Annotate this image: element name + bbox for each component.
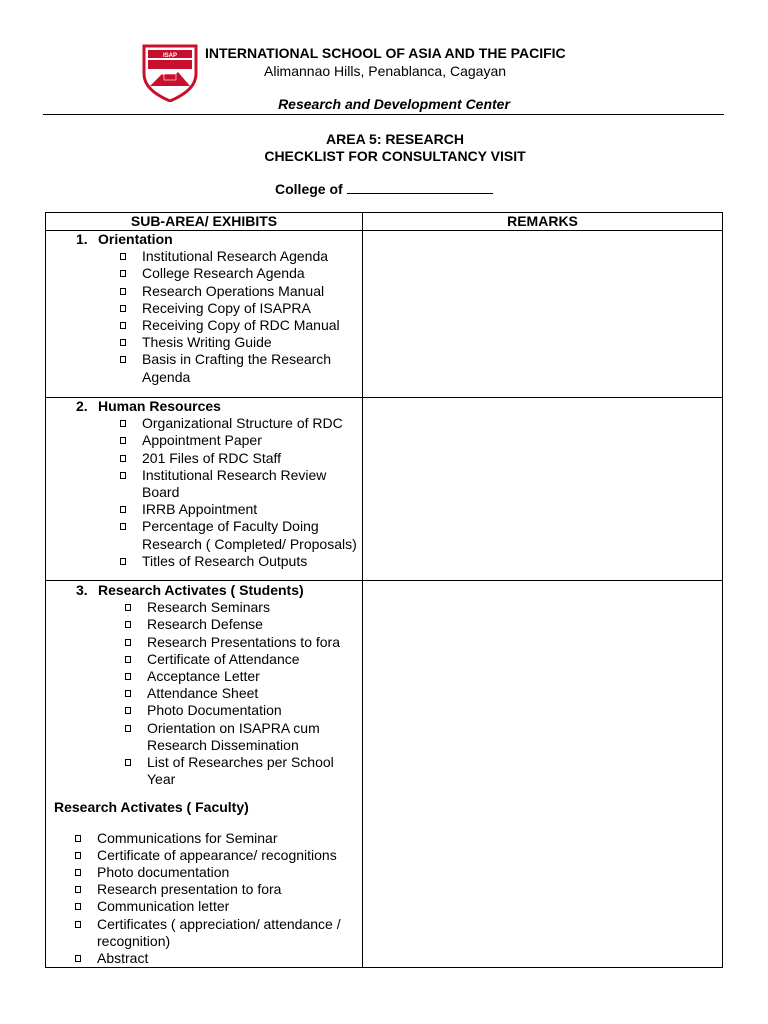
center-name: Research and Development Center [278,96,510,112]
checkbox-icon[interactable] [120,506,126,513]
checklist-item: Acceptance Letter [46,668,362,685]
section-cell-orientation [46,231,363,398]
checklist-item: Research Defense [46,616,362,633]
item-list [46,415,362,570]
checklist-item: Receiving Copy of ISAPRA [46,300,362,317]
school-name: INTERNATIONAL SCHOOL OF ASIA AND THE PACIFIC [205,45,566,61]
checkbox-icon[interactable] [75,921,81,928]
checklist-item: Research presentation to fora [46,881,362,898]
checkbox-icon[interactable] [120,523,126,530]
subsection-title: Research Activates ( Faculty) [54,799,249,816]
checklist-item: College Research Agenda [46,265,362,282]
remarks-cell[interactable] [363,398,723,581]
section-title: 1. Orientation [76,231,173,247]
checkbox-icon[interactable] [125,725,131,732]
checklist-item: Abstract [46,950,362,967]
checklist-item: IRRB Appointment [46,501,362,518]
header-rule [43,114,724,115]
checklist-item: Titles of Research Outputs [46,553,362,570]
checklist-item: Percentage of Faculty Doing Research ( Completed/ Proposals) [46,518,362,552]
checkbox-icon[interactable] [75,955,81,962]
college-label: College of [275,181,343,197]
checklist-item: Attendance Sheet [46,685,362,702]
remarks-cell[interactable] [363,231,723,398]
college-line [275,181,493,197]
checkbox-icon[interactable] [120,305,126,312]
logo-text: ISAP [162,53,178,59]
section-title: 3. Research Activates ( Students) [76,582,304,598]
checkbox-icon[interactable] [120,339,126,346]
section-cell-research-activities [46,581,363,968]
checklist-item: Communication letter [46,898,362,915]
checkbox-icon[interactable] [75,886,81,893]
checklist-item: Organizational Structure of RDC [46,415,362,432]
checkbox-icon[interactable] [120,455,126,462]
college-blank-field[interactable] [347,181,493,194]
checkbox-icon[interactable] [120,322,126,329]
remarks-cell[interactable] [363,581,723,968]
checklist-item: Communications for Seminar [46,830,362,847]
checkbox-icon[interactable] [120,270,126,277]
checkbox-icon[interactable] [125,707,131,714]
checklist-item: Research Seminars [46,599,362,616]
checkbox-icon[interactable] [120,437,126,444]
checkbox-icon[interactable] [75,852,81,859]
checklist-item: 201 Files of RDC Staff [46,450,362,467]
checklist-item: Research Operations Manual [46,283,362,300]
checklist-item: Orientation on ISAPRA cum Research Dissemination [46,720,362,754]
section-title: 2. Human Resources [76,398,221,414]
checklist-table [45,212,723,968]
checkbox-icon[interactable] [125,621,131,628]
checklist-item: Basis in Crafting the Research Agenda [46,351,362,385]
area-title: AREA 5: RESEARCH [326,131,464,147]
col-header-exhibits: SUB-AREA/ EXHIBITS [46,213,363,231]
checklist-item: Research Presentations to fora [46,634,362,651]
checkbox-icon[interactable] [120,253,126,260]
checkbox-icon[interactable] [120,288,126,295]
checkbox-icon[interactable] [75,869,81,876]
table-row [46,231,723,398]
checkbox-icon[interactable] [125,759,131,766]
checkbox-icon[interactable] [120,558,126,565]
checklist-item: Certificate of appearance/ recognitions [46,847,362,864]
table-row [46,398,723,581]
checklist-item: Photo documentation [46,864,362,881]
checklist-item: Institutional Research Agenda [46,248,362,265]
isap-logo [142,44,198,102]
checklist-item: Institutional Research Review Board [46,467,362,501]
checkbox-icon[interactable] [125,690,131,697]
item-list [46,830,362,968]
checkbox-icon[interactable] [120,472,126,479]
checklist-item: Certificates ( appreciation/ attendance / recognition) [46,916,362,950]
checkbox-icon[interactable] [125,604,131,611]
table-row [46,581,723,968]
checkbox-icon[interactable] [75,903,81,910]
item-list [46,248,362,386]
checklist-item: Appointment Paper [46,432,362,449]
item-list [46,599,362,788]
checkbox-icon[interactable] [125,656,131,663]
school-address: Alimannao Hills, Penablanca, Cagayan [264,63,507,79]
checkbox-icon[interactable] [75,835,81,842]
checklist-item: Thesis Writing Guide [46,334,362,351]
checkbox-icon[interactable] [120,420,126,427]
checklist-item: Certificate of Attendance [46,651,362,668]
checkbox-icon[interactable] [125,639,131,646]
checkbox-icon[interactable] [120,356,126,363]
checklist-item: Receiving Copy of RDC Manual [46,317,362,334]
checklist-item: Photo Documentation [46,702,362,719]
col-header-remarks: REMARKS [363,213,723,231]
checklist-title: CHECKLIST FOR CONSULTANCY VISIT [264,148,526,164]
checkbox-icon[interactable] [125,673,131,680]
checklist-item: List of Researches per School Year [46,754,362,788]
section-cell-human-resources [46,398,363,581]
